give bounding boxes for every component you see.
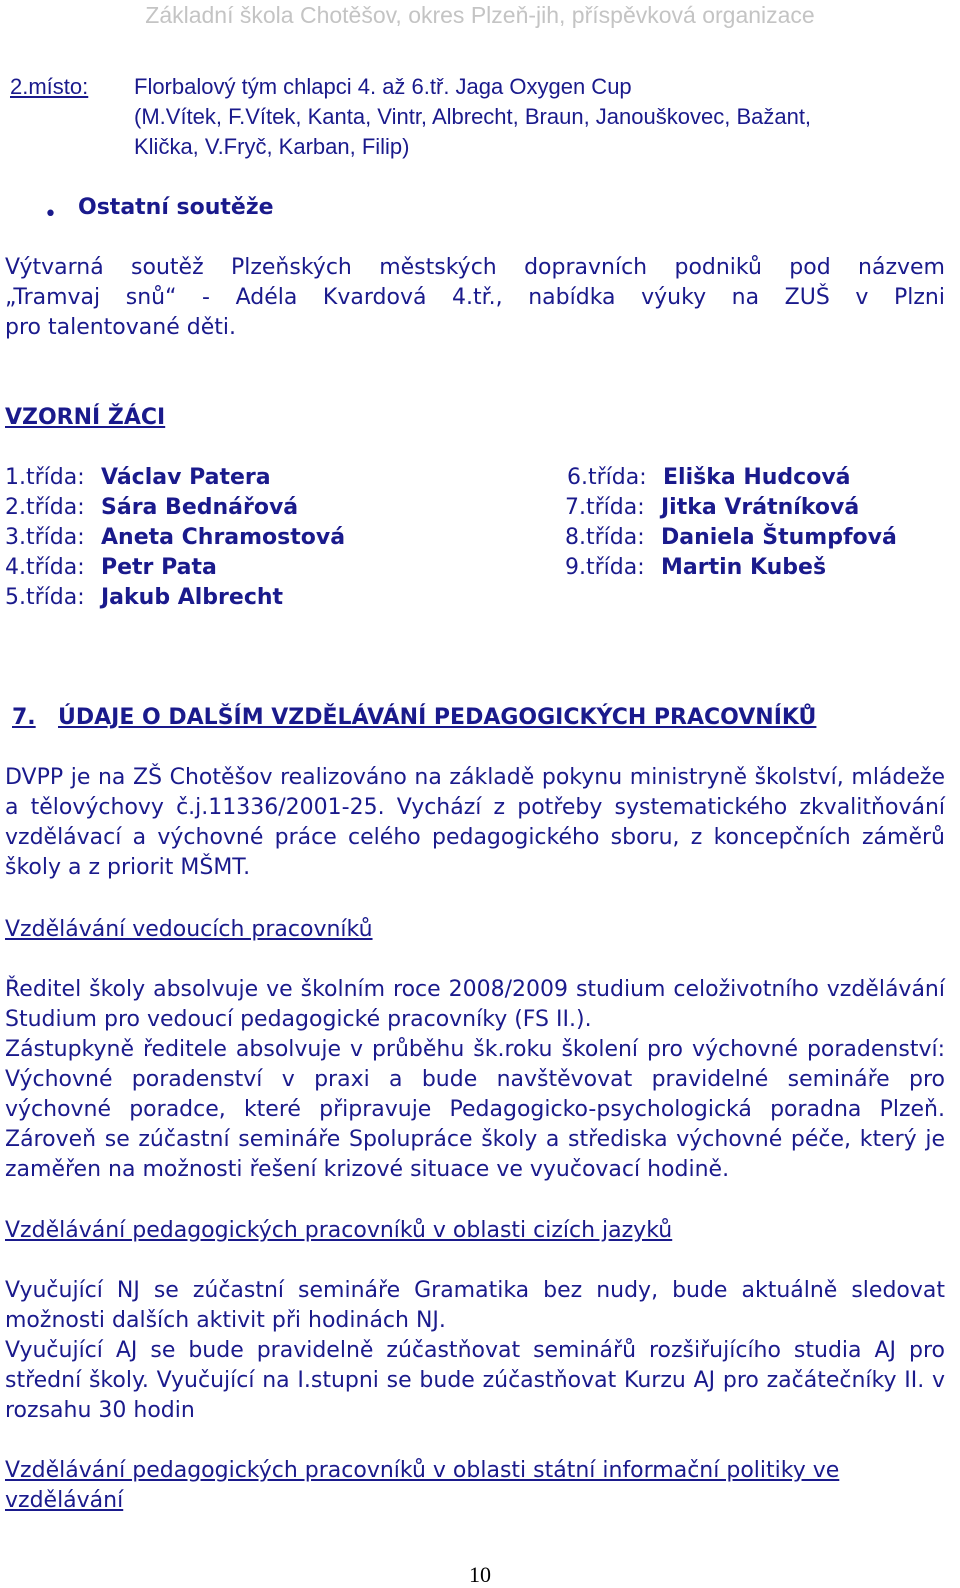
other-line-2: „Tramvaj snů“ - Adéla Kvardová 4.tř., nabídka výuky na ZUŠ v Plzni [5,285,945,310]
leaders-paragraph-2: Zástupkyně ředitele absolvuje v průběhu šk.roku školení pro výchovné poradenství: Výchovné poradenství v praxi a bude navštěvovat pravidelné semináře pro výchovné poradce, které připravuje Pedagogicko-psychologická poradna Plzeň. Zároveň se zúčastní semináře Spolupráce školy a střediska výchovné péče, který je zaměřen na možnosti řešení krizové situace ve vyučovací hodině. [5,1037,945,1182]
subheading-ict: Vzdělávání pedagogických pracovníků v oblasti státní informační politiky ve vzdělávání [5,1458,840,1513]
other-heading: Ostatní soutěže [78,195,274,220]
subheading-languages: Vzdělávání pedagogických pracovníků v oblasti cizích jazyků [5,1218,673,1243]
place-label: 2.místo: [10,74,89,99]
subheading-leaders: Vzdělávání vedoucích pracovníků [5,917,373,942]
student-row: 2.třída: Sára Bednářová [5,495,299,520]
student-row: 3.třída: Aneta Chramostová [5,525,346,550]
student-row: 7.třída: Jitka Vrátníková [565,495,860,520]
page-number: 10 [469,1562,491,1587]
section-title: ÚDAJE O DALŠÍM VZDĚLÁVÁNÍ PEDAGOGICKÝCH PRACOVNÍKŮ [58,705,817,730]
other-line-3: pro talentované děti. [5,315,236,340]
languages-text [5,1276,945,1426]
languages-paragraph-2: Vyučující AJ se bude pravidelně zúčastňovat seminářů rozšiřujícího studia AJ pro střední školy. Vyučující na I.stupni se bude zúčastňovat Kurzu AJ pro začátečníky II. v rozsahu 30 hodin [5,1338,945,1423]
student-row: 1.třída: Václav Patera [5,465,271,490]
bullet-icon: • [44,202,57,227]
student-row: 5.třída: Jakub Albrecht [5,585,284,610]
other-line-1: Výtvarná soutěž Plzeňských městských dopravních podniků pod názvem [5,255,945,280]
place-line-1: Florbalový tým chlapci 4. až 6.tř. Jaga Oxygen Cup [134,74,632,99]
languages-paragraph-1: Vyučující NJ se zúčastní semináře Gramatika bez nudy, bude aktuálně sledovat možnosti dalších aktivit při hodinách NJ. [5,1278,945,1333]
student-row: 6.třída: Eliška Hudcová [567,465,851,490]
student-row: 9.třída: Martin Kubeš [565,555,827,580]
place-line-3: Klička, V.Fryč, Karban, Filip) [134,134,410,159]
section-intro: DVPP je na ZŠ Chotěšov realizováno na základě pokynu ministryně školství, mládeže a tělovýchovy č.j.11336/2001-25. Vychází z potřeby systematického zkvalitňování vzdělávací a výchovné práce celého pedagogického sboru, z koncepčních záměrů školy a z priorit MŠMT. [5,765,945,880]
page-header: Základní škola Chotěšov, okres Plzeň-jih, příspěvková organizace [145,2,815,28]
student-row: 4.třída: Petr Pata [5,555,217,580]
leaders-paragraph-1: Ředitel školy absolvuje ve školním roce 2008/2009 studium celoživotního vzdělávání Studium pro vedoucí pedagogické pracovníky (FS II.). [5,977,945,1032]
place-line-2: (M.Vítek, F.Vítek, Kanta, Vintr, Albrecht, Braun, Janouškovec, Bažant, [134,104,812,129]
section-number: 7. [12,705,36,730]
student-row: 8.třída: Daniela Štumpfová [565,525,897,550]
model-students-heading: VZORNÍ ŽÁCI [5,405,166,430]
leaders-text [5,975,945,1185]
